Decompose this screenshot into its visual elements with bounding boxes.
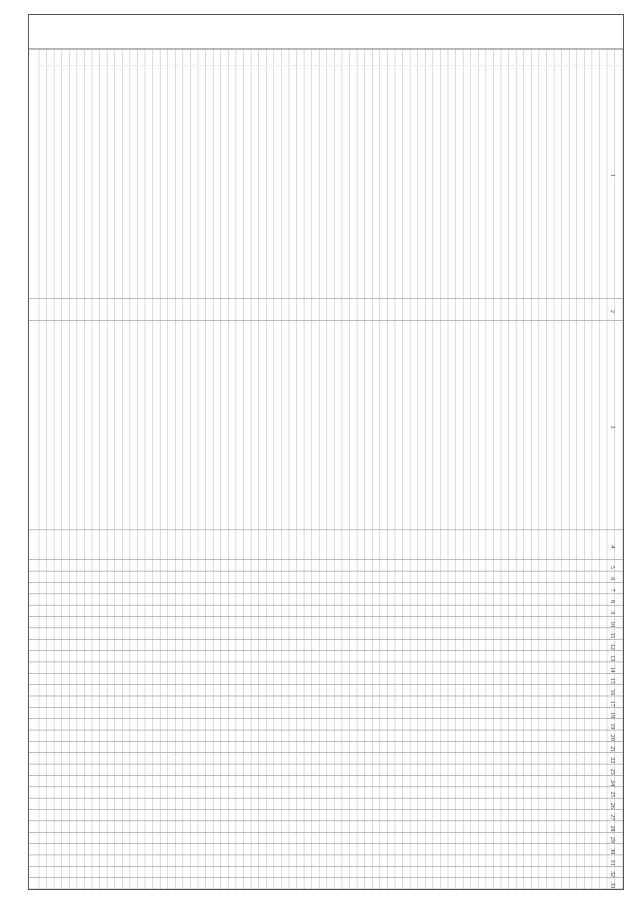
row-placeholder-check: · (223, 573, 226, 579)
row-placeholder-check: · (481, 573, 483, 579)
row-placeholder-check: · (49, 573, 52, 579)
row-placeholder-address: — (608, 63, 614, 69)
column-number: 3 (609, 425, 616, 429)
column-number: 9 (609, 611, 616, 615)
column-number: 12 (609, 643, 616, 650)
row-placeholder-address: — (184, 63, 190, 69)
row-placeholder-address: — (55, 63, 61, 69)
column-number: 19 (609, 723, 616, 730)
row-placeholder-address: — (456, 63, 462, 69)
row-placeholder-address: — (472, 63, 477, 69)
row-placeholder-check: · (132, 573, 135, 579)
column-number: 14 (609, 666, 616, 673)
row-placeholder-check: · (307, 573, 309, 579)
row-placeholder-check: · (496, 573, 499, 579)
row-placeholder-address: — (161, 63, 167, 69)
row-placeholder-check: · (185, 573, 188, 579)
row-placeholder-check: · (579, 573, 582, 579)
row-placeholder-check: · (466, 573, 468, 579)
row-placeholder-address: — (396, 63, 402, 69)
row-placeholder-address: — (244, 63, 250, 69)
row-placeholder-check: · (231, 573, 233, 579)
row-placeholder-address: — (176, 63, 182, 69)
column-number: 33 (609, 882, 616, 889)
row-placeholder-check: · (367, 573, 370, 579)
row-placeholder-check: · (337, 573, 339, 579)
column-number: 5 (609, 565, 616, 569)
row-placeholder-address: — (381, 63, 387, 69)
row-placeholder-address: — (199, 63, 205, 69)
column-number: 18 (609, 712, 616, 719)
row-placeholder-address: — (578, 63, 584, 69)
row-placeholder-address: — (365, 63, 371, 69)
column-number: 6 (609, 577, 616, 581)
row-placeholder-address: — (78, 63, 84, 69)
row-placeholder-check: · (64, 573, 67, 579)
row-placeholder-check: · (246, 573, 249, 579)
row-placeholder-check: · (390, 573, 393, 579)
row-placeholder-check: · (41, 573, 44, 579)
row-placeholder-address: — (229, 63, 235, 69)
row-placeholder-check: · (276, 573, 279, 579)
row-placeholder-check: · (488, 573, 491, 579)
row-placeholder-check: · (435, 573, 438, 579)
row-placeholder-address: — (275, 63, 281, 69)
row-placeholder-check: · (534, 573, 536, 579)
column-number: 7 (609, 588, 616, 592)
row-placeholder-address: — (138, 63, 144, 69)
row-placeholder-address: — (131, 63, 137, 69)
row-placeholder-address: — (312, 63, 318, 69)
row-placeholder-check: · (450, 573, 453, 579)
column-number: 13 (609, 655, 616, 662)
row-placeholder-check: · (216, 573, 218, 579)
row-placeholder-address: — (214, 63, 220, 69)
row-placeholder-check: · (140, 573, 143, 579)
row-placeholder-address: — (100, 63, 106, 69)
row-placeholder-check: · (322, 573, 324, 579)
row-placeholder-address: — (123, 63, 129, 69)
row-placeholder-check: · (102, 573, 105, 579)
row-placeholder-address: — (290, 63, 296, 69)
row-placeholder-check: · (526, 573, 529, 579)
column-number: 1 (609, 174, 616, 178)
row-placeholder-address: — (585, 63, 591, 69)
row-placeholder-address: — (600, 63, 606, 69)
row-placeholder-address: — (517, 63, 523, 69)
row-placeholder-address: — (388, 63, 394, 69)
column-number: 30 (609, 848, 616, 855)
row-placeholder-check: · (428, 573, 430, 579)
row-placeholder-check: · (193, 573, 196, 579)
row-placeholder-address: — (153, 63, 159, 69)
row-placeholder-check: · (94, 573, 97, 579)
row-placeholder-check: · (110, 573, 112, 579)
row-placeholder-address: — (570, 63, 576, 69)
row-placeholder-check: · (163, 573, 165, 579)
row-placeholder-check: · (314, 573, 317, 579)
row-placeholder-address: — (146, 63, 152, 69)
row-placeholder-address: — (562, 63, 568, 69)
table-grid (29, 15, 623, 889)
row-placeholder-check: · (269, 573, 271, 579)
row-placeholder-check: · (261, 573, 264, 579)
row-placeholder-check: · (413, 573, 415, 579)
row-placeholder-check: · (564, 573, 567, 579)
row-placeholder-check: · (170, 573, 173, 579)
row-placeholder-address: — (479, 63, 485, 69)
row-placeholder-check: · (587, 573, 589, 579)
column-number: 17 (609, 700, 616, 707)
row-placeholder-check: · (503, 573, 506, 579)
row-placeholder-address: — (434, 63, 440, 69)
row-placeholder-address: — (305, 63, 311, 69)
column-number: 24 (609, 780, 616, 787)
column-number: 20 (609, 734, 616, 741)
row-placeholder-check: · (238, 573, 241, 579)
row-placeholder-check: · (291, 573, 294, 579)
row-placeholder-address: — (487, 63, 493, 69)
row-placeholder-address: — (335, 63, 341, 69)
row-placeholder-check: · (57, 573, 59, 579)
row-placeholder-address: — (464, 63, 470, 69)
row-placeholder-address: — (108, 63, 114, 69)
row-placeholder-check: · (594, 573, 597, 579)
row-placeholder-check: · (549, 573, 552, 579)
row-placeholder-check: · (72, 573, 74, 579)
row-placeholder-address: — (350, 63, 356, 69)
row-placeholder-check: · (299, 573, 302, 579)
row-placeholder-check: · (344, 573, 347, 579)
row-placeholder-check: · (208, 573, 211, 579)
row-placeholder-check: · (178, 573, 180, 579)
row-placeholder-check: · (519, 573, 521, 579)
rotated-table (28, 14, 624, 890)
row-placeholder-check: · (420, 573, 423, 579)
row-placeholder-address: — (509, 63, 515, 69)
column-number: 21 (609, 746, 616, 753)
row-placeholder-check: · (87, 573, 90, 579)
row-placeholder-check: · (147, 573, 150, 579)
row-placeholder-check: · (200, 573, 203, 579)
row-placeholder-address: — (411, 63, 417, 69)
row-placeholder-check: · (155, 573, 158, 579)
row-placeholder-address: — (403, 63, 409, 69)
row-placeholder-check: · (556, 573, 559, 579)
row-placeholder-check: · (405, 573, 408, 579)
row-placeholder-address: — (62, 63, 68, 69)
row-placeholder-check: · (254, 573, 256, 579)
row-placeholder-check: · (443, 573, 446, 579)
column-number: 2 (609, 309, 616, 313)
row-placeholder-address: — (593, 63, 599, 69)
column-number: 22 (609, 757, 616, 764)
column-number: 32 (609, 870, 616, 877)
row-placeholder-check: · (617, 573, 620, 579)
column-number: 28 (609, 825, 616, 832)
column-number: 23 (609, 768, 616, 775)
row-placeholder-check: · (375, 573, 377, 579)
row-placeholder-address: — (252, 63, 258, 69)
column-number: 11 (609, 632, 616, 639)
row-placeholder-address: — (547, 63, 553, 69)
row-placeholder-address: — (70, 63, 76, 69)
row-placeholder-check: · (125, 573, 127, 579)
row-placeholder-address: — (85, 63, 91, 69)
column-number: 4 (609, 545, 616, 549)
row-placeholder-address: — (259, 63, 265, 69)
row-placeholder-address: — (502, 63, 508, 69)
row-placeholder-check: · (572, 573, 574, 579)
row-placeholder-address: — (47, 63, 53, 69)
row-placeholder-address: — (328, 63, 334, 69)
row-placeholder-check: · (397, 573, 400, 579)
column-number: 8 (609, 599, 616, 603)
row-placeholder-address: — (267, 63, 273, 69)
row-placeholder-address: — (191, 63, 197, 69)
row-placeholder-check: · (117, 573, 120, 579)
column-number: 15 (609, 677, 616, 684)
column-number: 16 (609, 689, 616, 696)
column-number: 27 (609, 814, 616, 821)
row-placeholder-address: — (615, 63, 621, 69)
row-placeholder-check: · (610, 573, 612, 579)
row-placeholder-address: — (532, 63, 538, 69)
row-placeholder-check: · (79, 573, 82, 579)
row-placeholder-address: — (320, 63, 326, 69)
row-placeholder-address: — (540, 63, 546, 69)
row-placeholder-address: — (297, 63, 303, 69)
row-placeholder-check: · (473, 573, 476, 579)
row-placeholder-check: · (284, 573, 286, 579)
row-placeholder-address: — (343, 63, 349, 69)
row-placeholder-check: · (352, 573, 355, 579)
row-placeholder-check: · (458, 573, 461, 579)
row-placeholder-address: — (93, 63, 99, 69)
row-placeholder-check: · (382, 573, 385, 579)
row-placeholder-address: — (525, 63, 531, 69)
row-placeholder-address: — (116, 63, 121, 69)
row-placeholder-address: — (373, 63, 379, 69)
row-placeholder-check: · (511, 573, 514, 579)
row-placeholder-address: — (555, 63, 561, 69)
column-number: 25 (609, 791, 616, 798)
row-placeholder-address: — (282, 63, 288, 69)
row-placeholder-address: — (222, 63, 228, 69)
row-placeholder-check: · (602, 573, 605, 579)
row-placeholder-check: · (541, 573, 544, 579)
row-placeholder-check: · (329, 573, 332, 579)
row-placeholder-address: — (358, 63, 364, 69)
column-number: 26 (609, 802, 616, 809)
column-number: 10 (609, 621, 616, 628)
row-placeholder-address: — (206, 63, 212, 69)
row-placeholder-check: · (360, 573, 362, 579)
row-placeholder-address: — (169, 63, 175, 69)
column-number: 29 (609, 836, 616, 843)
row-placeholder-address: — (40, 63, 46, 69)
row-placeholder-address: — (449, 63, 455, 69)
row-placeholder-address: — (426, 63, 432, 69)
column-number: 31 (609, 859, 616, 866)
row-placeholder-address: — (237, 63, 243, 69)
row-placeholder-address: — (418, 63, 424, 69)
row-placeholder-address: — (494, 63, 500, 69)
row-placeholder-address: — (441, 63, 447, 69)
